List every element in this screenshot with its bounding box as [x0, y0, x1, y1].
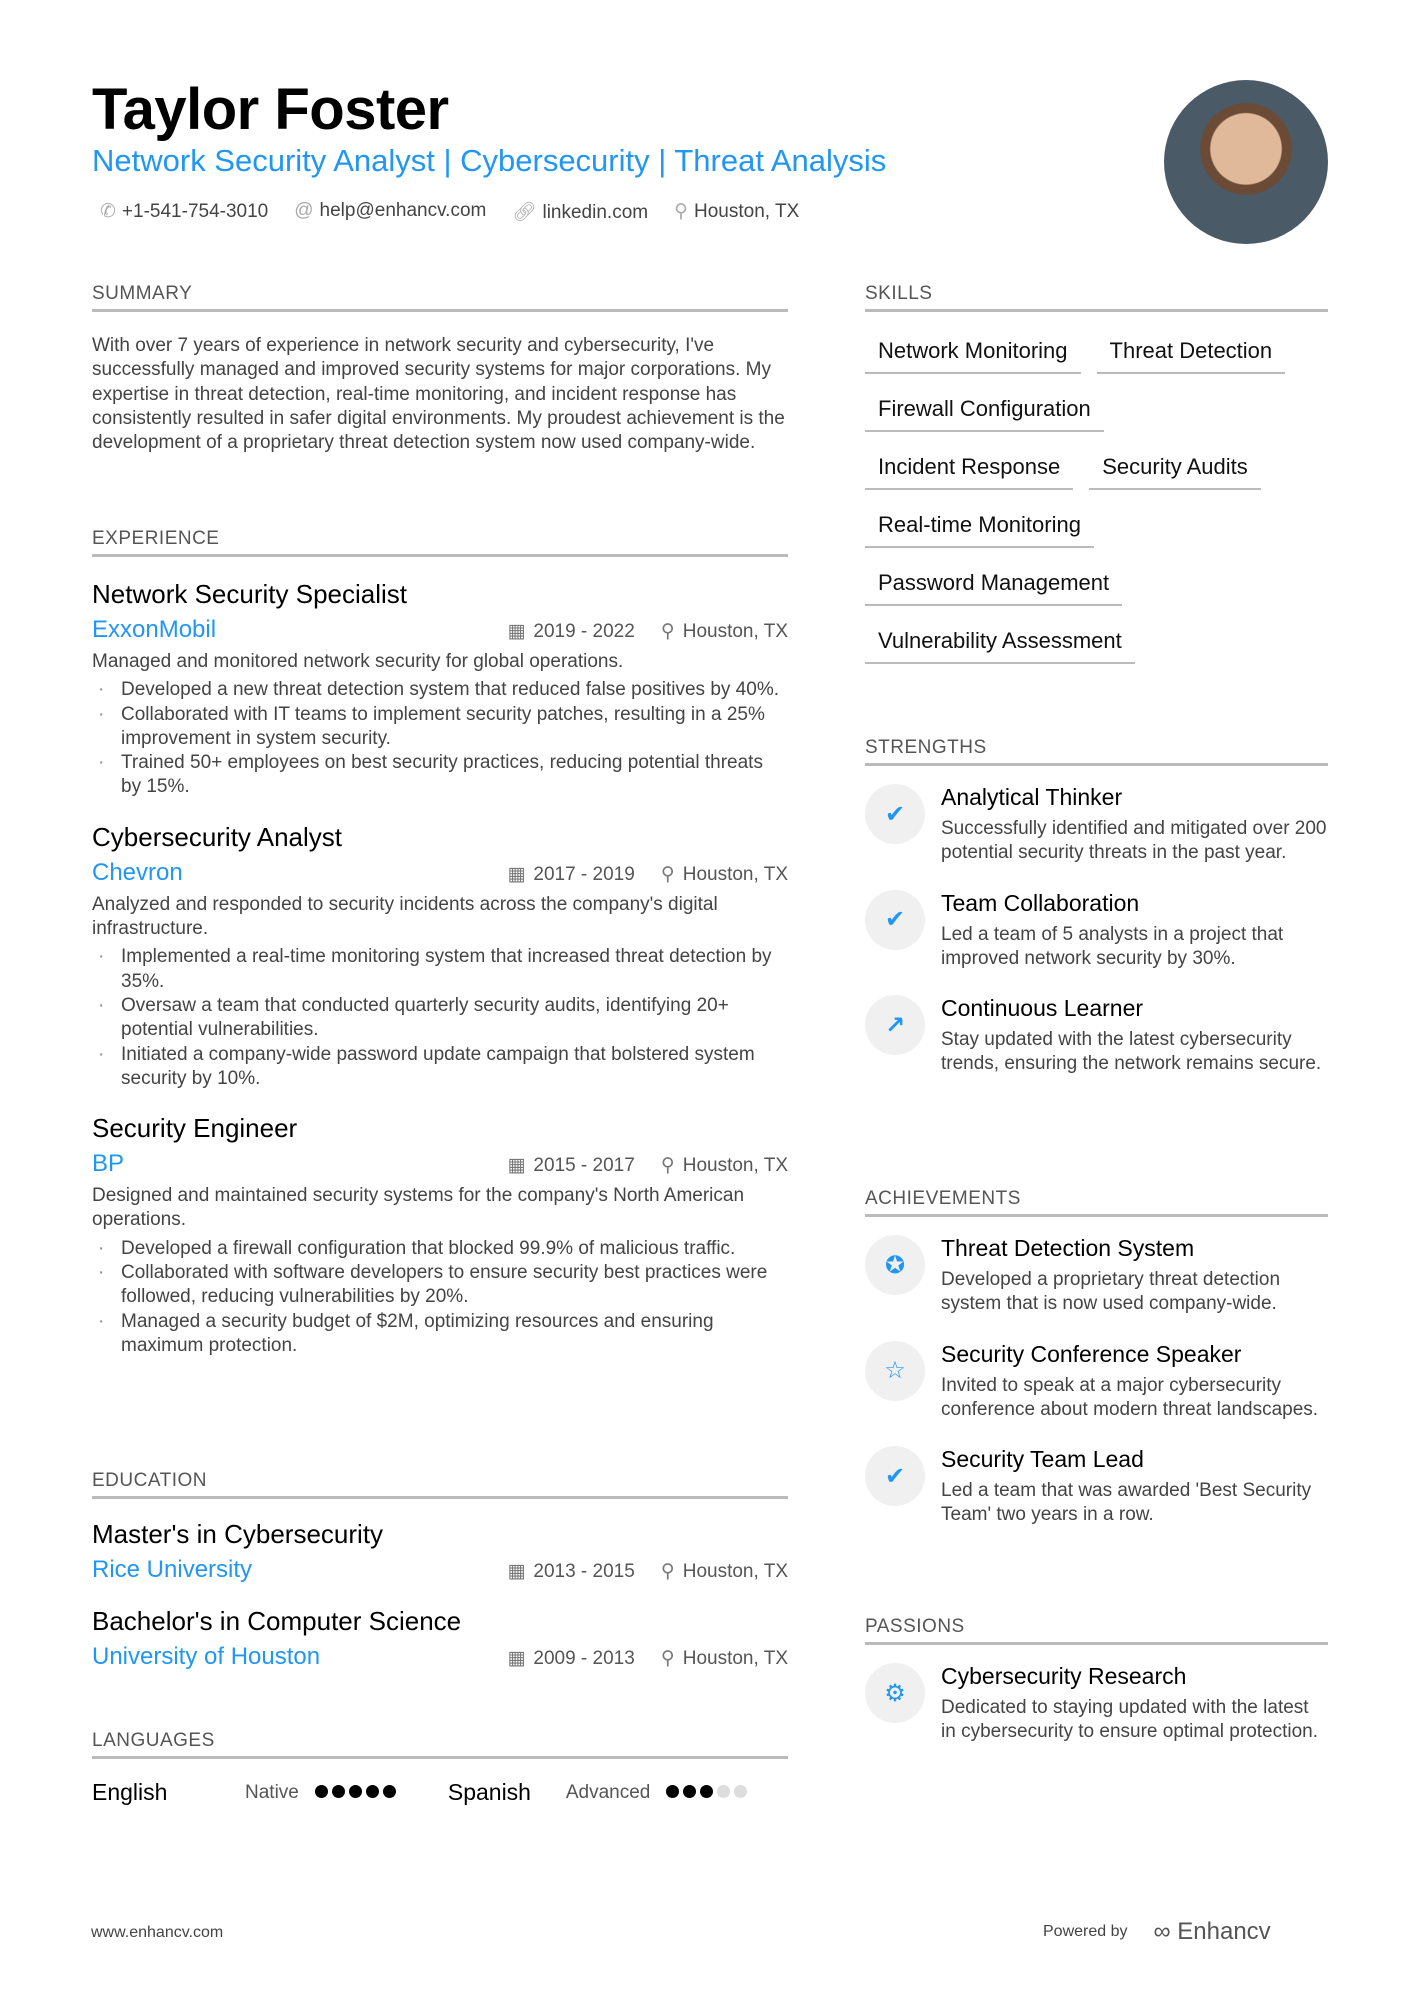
- proficiency-dot: [666, 1785, 679, 1798]
- star-icon: ☆: [865, 1341, 925, 1401]
- skill-tag: Threat Detection: [1097, 330, 1286, 374]
- profile-photo: [1164, 80, 1328, 244]
- location-icon: ⚲: [660, 1561, 675, 1582]
- proficiency-dot: [683, 1785, 696, 1798]
- calendar-icon: ▦: [507, 863, 526, 885]
- location-icon: ⚲: [660, 863, 675, 885]
- passions-section: [865, 1616, 1328, 1745]
- item-title: Team Collaboration: [941, 889, 1140, 916]
- bullet-item: · Initiated a company-wide password update campaign that bolstered system security by 10%.: [92, 1043, 788, 1092]
- item-title: Threat Detection System: [941, 1235, 1195, 1261]
- candidate-name: Taylor Foster: [92, 77, 449, 142]
- item-body: [941, 890, 1328, 972]
- location-text: Houston, TX: [682, 1561, 788, 1582]
- bullet-item: · Developed a new threat detection system that reduced false positives by 40%.: [92, 678, 788, 702]
- section-heading: EXPERIENCE: [92, 528, 788, 557]
- footer-branding: [1043, 1918, 1271, 1946]
- dates: [507, 1154, 634, 1177]
- item-description: Developed a proprietary threat detection system that is now used company-wide.: [941, 1269, 1281, 1315]
- section-heading: SUMMARY: [92, 283, 788, 312]
- enhancv-logo-icon: ∞: [1153, 1918, 1171, 1945]
- meta-row: [92, 859, 788, 887]
- location-icon: ⚲: [660, 621, 675, 642]
- calendar-icon: ▦: [507, 1561, 526, 1582]
- footer-website[interactable]: www.enhancv.com: [91, 1924, 224, 1941]
- bullet-item: · Implemented a real-time monitoring system that increased threat detection by 35%.: [92, 945, 788, 994]
- dates: [507, 620, 634, 643]
- award-icon: ✪: [865, 1235, 925, 1295]
- location: [661, 1560, 788, 1583]
- summary-section: [92, 283, 788, 455]
- gears-icon: ⚙: [865, 1663, 925, 1723]
- language-name: Spanish: [447, 1779, 531, 1805]
- strengths-item: [865, 784, 1328, 866]
- item-description: Led a team that was awarded 'Best Security Team' two years in a row.: [941, 1480, 1312, 1526]
- proficiency-dot: [383, 1785, 396, 1798]
- achievements-item: [865, 1235, 1328, 1317]
- job-title: Security Engineer: [92, 1113, 298, 1144]
- degree: Bachelor's in Computer Science: [92, 1606, 462, 1636]
- item-title: Analytical Thinker: [941, 784, 1123, 810]
- experience-section: [92, 528, 788, 1358]
- job-description: Managed and monitored network security for global operations.: [92, 651, 624, 672]
- item-description: Led a team of 5 analysts in a project that improved network security by 30%.: [941, 923, 1284, 969]
- calendar-icon: ▦: [507, 621, 526, 642]
- skill-tag: Security Audits: [1089, 446, 1261, 490]
- skill-tag: Network Monitoring: [865, 330, 1081, 374]
- date-range: 2013 - 2015: [533, 1561, 635, 1582]
- phone-icon: ✆: [100, 201, 116, 222]
- education-entry: [92, 1519, 788, 1584]
- calendar-icon: ▦: [507, 1155, 526, 1177]
- bullet-item: · Collaborated with software developers to ensure security best practices were followed, reducing vulnerabilities by 20%.: [92, 1261, 788, 1310]
- languages-section: [92, 1730, 788, 1806]
- item-title: Cybersecurity Research: [941, 1663, 1187, 1689]
- skill-row: [865, 388, 1328, 432]
- language-name: English: [92, 1779, 168, 1805]
- date-range: 2015 - 2017: [533, 1155, 635, 1177]
- item-body: [941, 1235, 1328, 1317]
- item-body: [941, 995, 1328, 1077]
- passions-item: [865, 1663, 1328, 1745]
- skill-row: [865, 504, 1328, 548]
- location: [661, 620, 788, 643]
- location-text: Houston, TX: [682, 863, 788, 885]
- education-entry: [92, 1606, 788, 1671]
- dates: [507, 863, 634, 886]
- location-icon: ⚲: [660, 1155, 675, 1177]
- language-level: Native: [245, 1781, 299, 1803]
- check-icon: ✔: [865, 784, 925, 844]
- summary-text: With over 7 years of experience in network security and cybersecurity, I've successfully managed and improved security systems for major corporations. My expertise in threat detection, real-time monitoring, and incident response has consistently resulted in safer digital environments. My proudest achievement is the development of a proprietary threat detection system now used company-wide.: [92, 335, 785, 454]
- achievements-item: [865, 1446, 1328, 1528]
- item-description: Dedicated to staying updated with the latest in cybersecurity to ensure optimal protection.: [941, 1697, 1319, 1743]
- language-level: Advanced: [565, 1781, 651, 1803]
- check-icon: ✔: [865, 890, 925, 950]
- meta-info: [507, 863, 788, 886]
- contact-phone[interactable]: ✆ +1-541-754-3010: [100, 201, 269, 222]
- strategy-icon: ↗: [865, 995, 925, 1055]
- item-body: [941, 1663, 1328, 1745]
- skill-row: [865, 620, 1328, 664]
- proficiency-dot: [349, 1785, 362, 1798]
- link-icon: 🔗︎: [512, 202, 537, 223]
- proficiency-dot: [700, 1785, 713, 1798]
- skill-row: [865, 562, 1328, 606]
- company-name[interactable]: BP: [92, 1150, 125, 1178]
- education-section: [92, 1470, 788, 1671]
- item-description: Stay updated with the latest cybersecurity trends, ensuring the network remains secure.: [941, 1029, 1322, 1075]
- job-title: Network Security Specialist: [92, 579, 407, 609]
- section-heading: SKILLS: [865, 283, 1328, 312]
- company-name[interactable]: ExxonMobil: [92, 616, 217, 643]
- strengths-section: [865, 737, 1328, 1077]
- achievements-item: [865, 1341, 1328, 1423]
- job-title: Cybersecurity Analyst: [92, 821, 342, 852]
- dates: [507, 1560, 634, 1583]
- contact-bar: [100, 200, 799, 224]
- school-name[interactable]: University of Houston: [92, 1643, 321, 1670]
- item-description: Successfully identified and mitigated over 200 potential security threats in the past year.: [941, 818, 1327, 864]
- contact-linkedin[interactable]: 🔗︎ linkedin.com: [512, 202, 649, 223]
- meta-row: [92, 1150, 788, 1178]
- powered-by-label: Powered by: [1043, 1923, 1128, 1940]
- skill-row: [865, 330, 1328, 374]
- date-range: 2019 - 2022: [533, 621, 635, 642]
- at-icon: @: [294, 200, 314, 221]
- section-heading: STRENGTHS: [865, 737, 1328, 766]
- proficiency-dot: [315, 1785, 328, 1798]
- item-title: Continuous Learner: [941, 995, 1144, 1022]
- meta-info: [507, 1647, 788, 1670]
- check-icon: ✔: [865, 1446, 925, 1506]
- job-description: Designed and maintained security systems for the company's North American operations.: [92, 1185, 745, 1231]
- location: [661, 863, 788, 886]
- meta-info: [507, 1560, 788, 1583]
- section-heading: LANGUAGES: [92, 1730, 788, 1759]
- skill-tag: Incident Response: [865, 446, 1073, 490]
- contact-location: ⚲ Houston, TX: [674, 201, 800, 222]
- location: [661, 1154, 788, 1177]
- job-entry: [92, 579, 788, 800]
- school-name[interactable]: Rice University: [92, 1556, 253, 1583]
- proficiency-dots: [662, 1782, 747, 1804]
- proficiency-dots: [311, 1782, 396, 1804]
- section-heading: PASSIONS: [865, 1616, 1328, 1645]
- meta-info: [507, 620, 788, 643]
- location: [661, 1647, 788, 1670]
- contact-email[interactable]: @ help@enhancv.com: [294, 200, 487, 221]
- item-title: Security Conference Speaker: [941, 1340, 1242, 1367]
- meta-info: [507, 1154, 788, 1177]
- achievement-list: [92, 945, 788, 1091]
- enhancv-logo[interactable]: ∞ Enhancv: [1153, 1918, 1271, 1945]
- skills-section: [865, 283, 1328, 664]
- location-text: Houston, TX: [682, 1155, 788, 1177]
- location-icon: ⚲: [674, 201, 689, 222]
- date-range: 2017 - 2019: [533, 863, 635, 885]
- section-heading: ACHIEVEMENTS: [865, 1188, 1328, 1217]
- degree: Master's in Cybersecurity: [92, 1519, 384, 1549]
- dates: [507, 1647, 634, 1670]
- skill-tag: Real-time Monitoring: [865, 504, 1094, 548]
- section-heading: EDUCATION: [92, 1470, 788, 1499]
- skill-tag: Vulnerability Assessment: [865, 620, 1135, 664]
- item-title: Security Team Lead: [941, 1446, 1144, 1473]
- bullet-item: · Trained 50+ employees on best security practices, reducing potential threats by 15%.: [92, 751, 788, 800]
- meta-row: [92, 1556, 788, 1584]
- location-icon: ⚲: [660, 1648, 675, 1669]
- strengths-item: [865, 995, 1328, 1077]
- job-description: Analyzed and responded to security incidents across the company's digital infrastructure.: [92, 893, 718, 940]
- skill-tag: Password Management: [865, 562, 1122, 606]
- item-body: [941, 1446, 1328, 1528]
- item-description: Invited to speak at a major cybersecurity conference about modern threat landscapes.: [941, 1374, 1319, 1420]
- proficiency-dot: [717, 1785, 730, 1798]
- bullet-item: · Developed a firewall configuration that blocked 99.9% of malicious traffic.: [92, 1237, 788, 1261]
- company-name[interactable]: Chevron: [92, 858, 183, 886]
- bullet-item: · Oversaw a team that conducted quarterly security audits, identifying 20+ potential vulnerabilities.: [92, 994, 788, 1043]
- bullet-item: · Managed a security budget of $2M, optimizing resources and ensuring maximum protection.: [92, 1310, 788, 1359]
- job-entry: [92, 822, 788, 1091]
- achievement-list: [92, 678, 788, 799]
- location-text: Houston, TX: [682, 621, 788, 642]
- strengths-item: [865, 890, 1328, 972]
- meta-row: [92, 1643, 788, 1671]
- proficiency-dot: [366, 1785, 379, 1798]
- skill-row: [865, 446, 1328, 490]
- date-range: 2009 - 2013: [533, 1648, 635, 1669]
- achievement-list: [92, 1237, 788, 1358]
- bullet-item: · Collaborated with IT teams to implement security patches, resulting in a 25% improvement in system security.: [92, 703, 788, 752]
- job-entry: [92, 1113, 788, 1358]
- meta-row: [92, 616, 788, 644]
- proficiency-dot: [332, 1785, 345, 1798]
- item-body: [941, 1341, 1328, 1423]
- location-text: Houston, TX: [682, 1648, 788, 1669]
- calendar-icon: ▦: [507, 1648, 526, 1669]
- headline: Network Security Analyst | Cybersecurity | Threat Analysis: [92, 143, 887, 178]
- proficiency-dot: [734, 1785, 747, 1798]
- skill-tag: Firewall Configuration: [865, 388, 1104, 432]
- item-body: [941, 784, 1328, 866]
- achievements-section: [865, 1188, 1328, 1528]
